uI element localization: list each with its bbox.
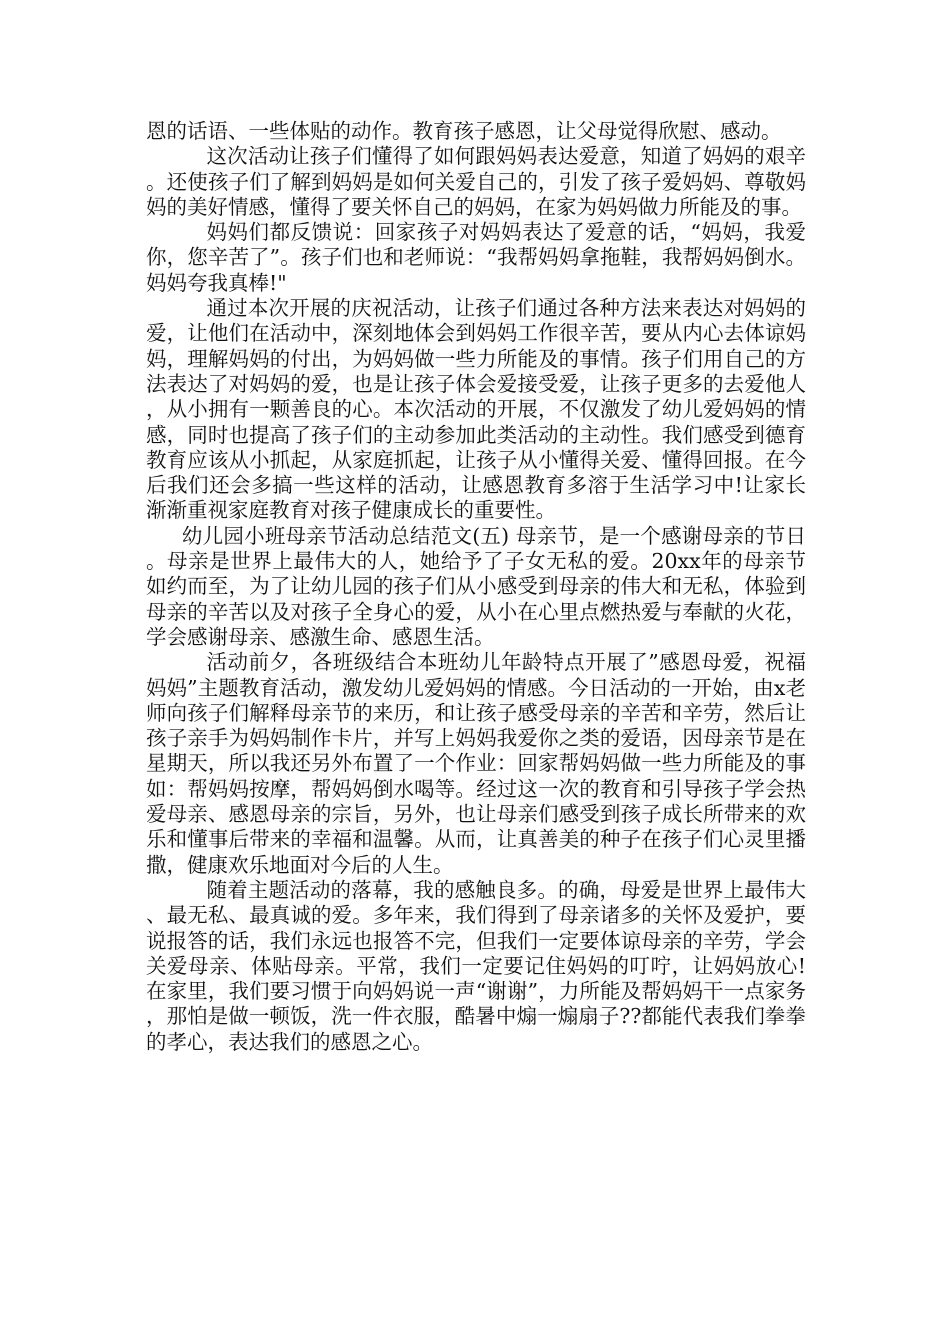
paragraph-7: 随着主题活动的落幕，我的感触良多。的确，母爱是世界上最伟大、最无私、最真诚的爱。多年来，我们得到了母亲诸多的关怀及爱护，要说报答的话，我们永远也报答不完，但我们一定要体谅母亲的辛劳，学会关爱母亲、体贴母亲。平常，我们一定要记住妈妈的叮咛，让妈妈放心!在家里，我们要习惯于向妈妈说一声“谢谢”，力所能及帮妈妈干一点家务，那怕是做一顿饭，洗一件衣服，酷暑中煽一煽扇子??都能代表我们拳拳的孝心，表达我们的感恩之心。 bbox=[146, 877, 806, 1054]
paragraph-4: 通过本次开展的庆祝活动，让孩子们通过各种方法来表达对妈妈的爱，让他们在活动中，深刻地体会到妈妈工作很辛苦，要从内心去体谅妈妈，理解妈妈的付出，为妈妈做一些力所能及的事情。孩子们用自己的方法表达了对妈妈的爱，也是让孩子体会爱接受爱，让孩子更多的去爱他人，从小拥有一颗善良的心。本次活动的开展，不仅激发了幼儿爱妈妈的情感，同时也提高了孩子们的主动参加此类活动的主动性。我们感受到德育教育应该从小抓起，从家庭抓起，让孩子从小懂得关爱、懂得回报。在今后我们还会多搞一些这样的活动，让感恩教育多溶于生活学习中!让家长渐渐重视家庭教育对孩子健康成长的重要性。 bbox=[146, 296, 806, 523]
paragraph-3: 妈妈们都反馈说：回家孩子对妈妈表达了爱意的话，“妈妈，我爱你，您辛苦了”。孩子们也和老师说：“我帮妈妈拿拖鞋，我帮妈妈倒水。妈妈夸我真棒!" bbox=[146, 220, 806, 295]
paragraph-5: 幼儿园小班母亲节活动总结范文(五) 母亲节，是一个感谢母亲的节日。母亲是世界上最伟大的人，她给予了子女无私的爱。20xx年的母亲节如约而至，为了让幼儿园的孩子们从小感受到母亲的伟大和无私，体验到母亲的辛苦以及对孩子全身心的爱，从小在心里点燃热爱与奉献的火花，学会感谢母亲、感激生命、感恩生活。 bbox=[146, 523, 806, 649]
paragraph-6: 活动前夕，各班级结合本班幼儿年龄特点开展了”感恩母爱，祝福妈妈”主题教育活动，激发幼儿爱妈妈的情感。今日活动的一开始，由x老师向孩子们解释母亲节的来历，和让孩子感受母亲的辛苦和辛劳，然后让孩子亲手为妈妈制作卡片，并写上妈妈我爱你之类的爱语，因母亲节是在星期天，所以我还另外布置了一个作业：回家帮妈妈做一些力所能及的事如：帮妈妈按摩，帮妈妈倒水喝等。经过这一次的教育和引导孩子学会热爱母亲、感恩母亲的宗旨，另外，也让母亲们感受到孩子成长所带来的欢乐和懂事后带来的幸福和温馨。从而，让真善美的种子在孩子们心灵里播撒，健康欢乐地面对今后的人生。 bbox=[146, 650, 806, 877]
paragraph-2: 这次活动让孩子们懂得了如何跟妈妈表达爱意，知道了妈妈的艰辛。还使孩子们了解到妈妈是如何关爱自己的，引发了孩子爱妈妈、尊敬妈妈的美好情感，懂得了要关怀自己的妈妈，在家为妈妈做力所能及的事。 bbox=[146, 144, 806, 219]
paragraph-1: 恩的话语、一些体贴的动作。教育孩子感恩，让父母觉得欣慰、感动。 bbox=[146, 119, 782, 143]
body-text bbox=[146, 119, 806, 1055]
